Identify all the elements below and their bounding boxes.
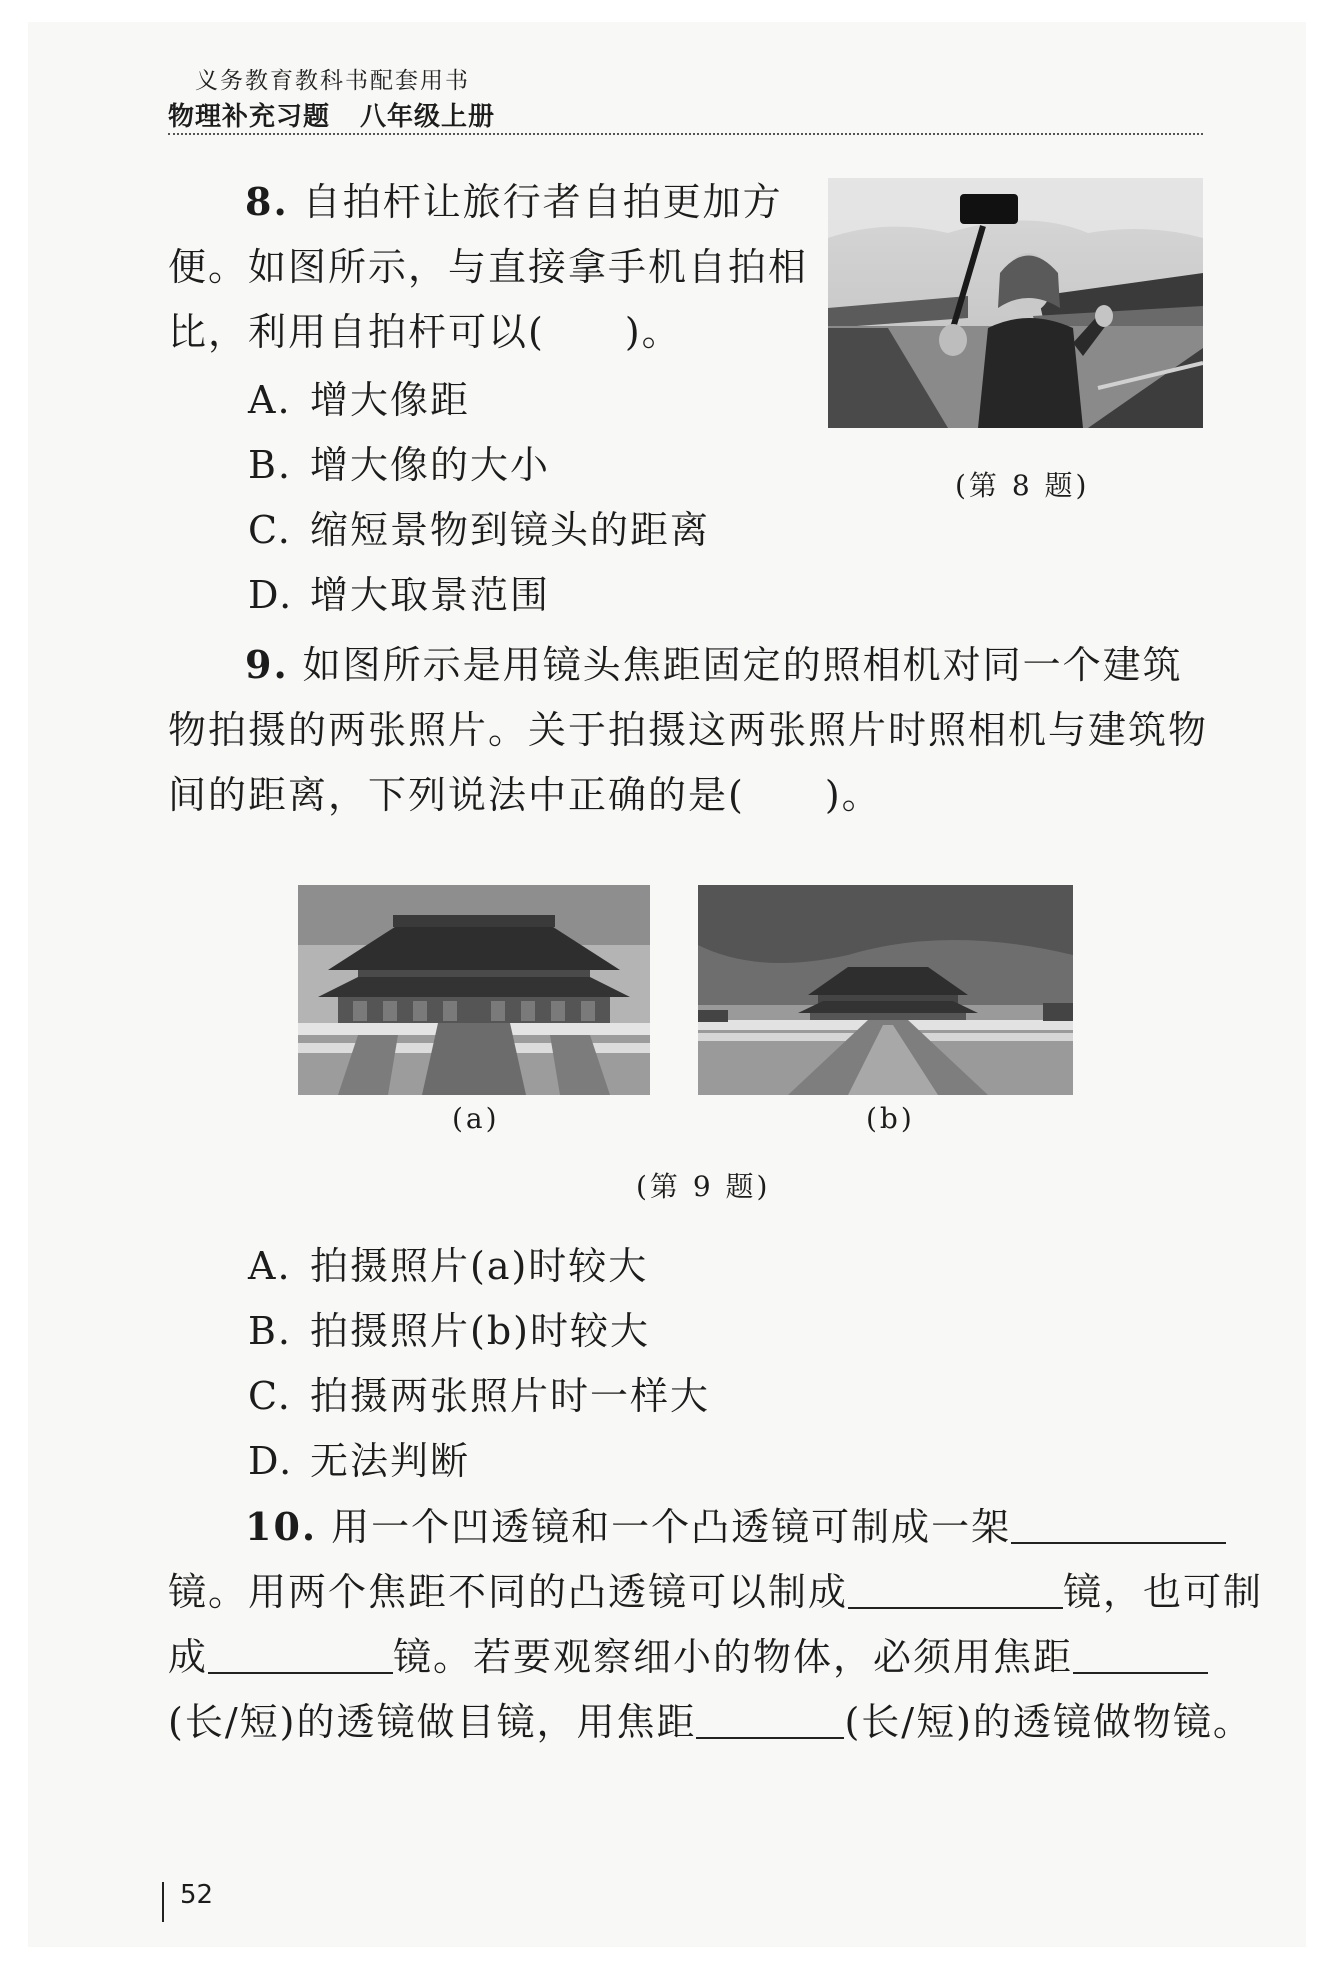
q9-stem-2: 物拍摄的两张照片。关于拍摄这两张照片时照相机与建筑物 <box>168 708 1209 752</box>
q10-seg-1: 用一个凹透镜和一个凸透镜可制成一架 <box>331 1505 1012 1549</box>
q10-line-1 <box>245 1505 1226 1549</box>
q10-blank-2[interactable] <box>848 1571 1063 1609</box>
q9-line-1 <box>245 643 1183 687</box>
q8-option-a-label: A. <box>248 378 292 422</box>
book-title <box>168 96 495 133</box>
q8-option-b-label: B. <box>248 443 293 487</box>
q10-number: 10. <box>245 1504 318 1549</box>
q10-blank-3[interactable] <box>208 1636 393 1674</box>
page-number: 52 <box>180 1880 214 1910</box>
q8-option-a-text: 增大像距 <box>310 378 471 422</box>
q8-option-d-label: D. <box>248 573 294 617</box>
q9-option-a <box>248 1244 648 1288</box>
q9-option-a-label: A. <box>248 1244 292 1288</box>
q10-line-2 <box>168 1570 1263 1614</box>
q8-stem-3: 比，利用自拍杆可以( )。 <box>168 310 682 354</box>
q9-option-b <box>248 1309 650 1353</box>
q8-option-b-text: 增大像的大小 <box>310 443 551 487</box>
q10-seg-2: 镜。用两个焦距不同的凸透镜可以制成 <box>168 1570 849 1614</box>
q9-option-d-text: 无法判断 <box>310 1439 471 1483</box>
q9-option-b-text: 拍摄照片(b)时较大 <box>310 1309 650 1353</box>
q9-number: 9. <box>245 642 289 687</box>
photo-a-label: (a) <box>452 1102 500 1135</box>
q8-line-1 <box>245 180 783 224</box>
q10-seg-3: 镜，也可制 <box>1063 1570 1264 1614</box>
q9-option-c-label: C. <box>248 1374 292 1418</box>
q9-option-b-label: B. <box>248 1309 293 1353</box>
q10-blank-4[interactable] <box>1073 1636 1208 1674</box>
q9-option-d <box>248 1439 470 1483</box>
grade-name: 八年级上册 <box>360 102 496 132</box>
q8-option-a <box>248 378 470 422</box>
q10-seg-5: 镜。若要观察细小的物体，必须用焦距 <box>393 1635 1074 1679</box>
series-title: 义务教育教科书配套用书 <box>195 68 470 94</box>
photo-a <box>298 885 650 1095</box>
q10-seg-4: 成 <box>168 1635 209 1679</box>
q9-caption: (第 9 题) <box>636 1170 771 1203</box>
header-divider <box>168 133 1203 135</box>
q8-option-c-text: 缩短景物到镜头的距离 <box>310 508 711 552</box>
q10-blank-5[interactable] <box>696 1701 844 1739</box>
q9-option-c <box>248 1374 710 1418</box>
q8-option-c <box>248 508 710 552</box>
q8-option-c-label: C. <box>248 508 292 552</box>
photo-b <box>698 885 1073 1095</box>
q9-stem-3: 间的距离，下列说法中正确的是( )。 <box>168 773 882 817</box>
q8-stem-2: 便。如图所示，与直接拿手机自拍相 <box>168 245 809 289</box>
q9-stem-1: 如图所示是用镜头焦距固定的照相机对同一个建筑 <box>302 643 1183 687</box>
selfie-photo <box>828 178 1203 428</box>
q10-blank-1[interactable] <box>1011 1506 1226 1544</box>
q9-option-c-text: 拍摄两张照片时一样大 <box>310 1374 711 1418</box>
q8-number: 8. <box>245 179 289 224</box>
q8-option-b <box>248 443 550 487</box>
q9-option-a-text: 拍摄照片(a)时较大 <box>310 1244 649 1288</box>
book-name: 物理补充习题 <box>168 102 331 132</box>
photo-b-label: (b) <box>866 1102 915 1135</box>
q10-seg-7: (长/短)的透镜做物镜。 <box>844 1700 1253 1744</box>
page-number-bar <box>162 1882 164 1922</box>
q9-option-d-label: D. <box>248 1439 294 1483</box>
q8-option-d <box>248 573 550 617</box>
q10-seg-6: (长/短)的透镜做目镜，用焦距 <box>168 1700 697 1744</box>
q8-option-d-text: 增大取景范围 <box>310 573 551 617</box>
q10-line-4 <box>168 1700 1253 1744</box>
q8-stem-1: 自拍杆让旅行者自拍更加方 <box>302 180 783 224</box>
q8-caption: (第 8 题) <box>955 469 1090 502</box>
q10-line-3 <box>168 1635 1208 1679</box>
